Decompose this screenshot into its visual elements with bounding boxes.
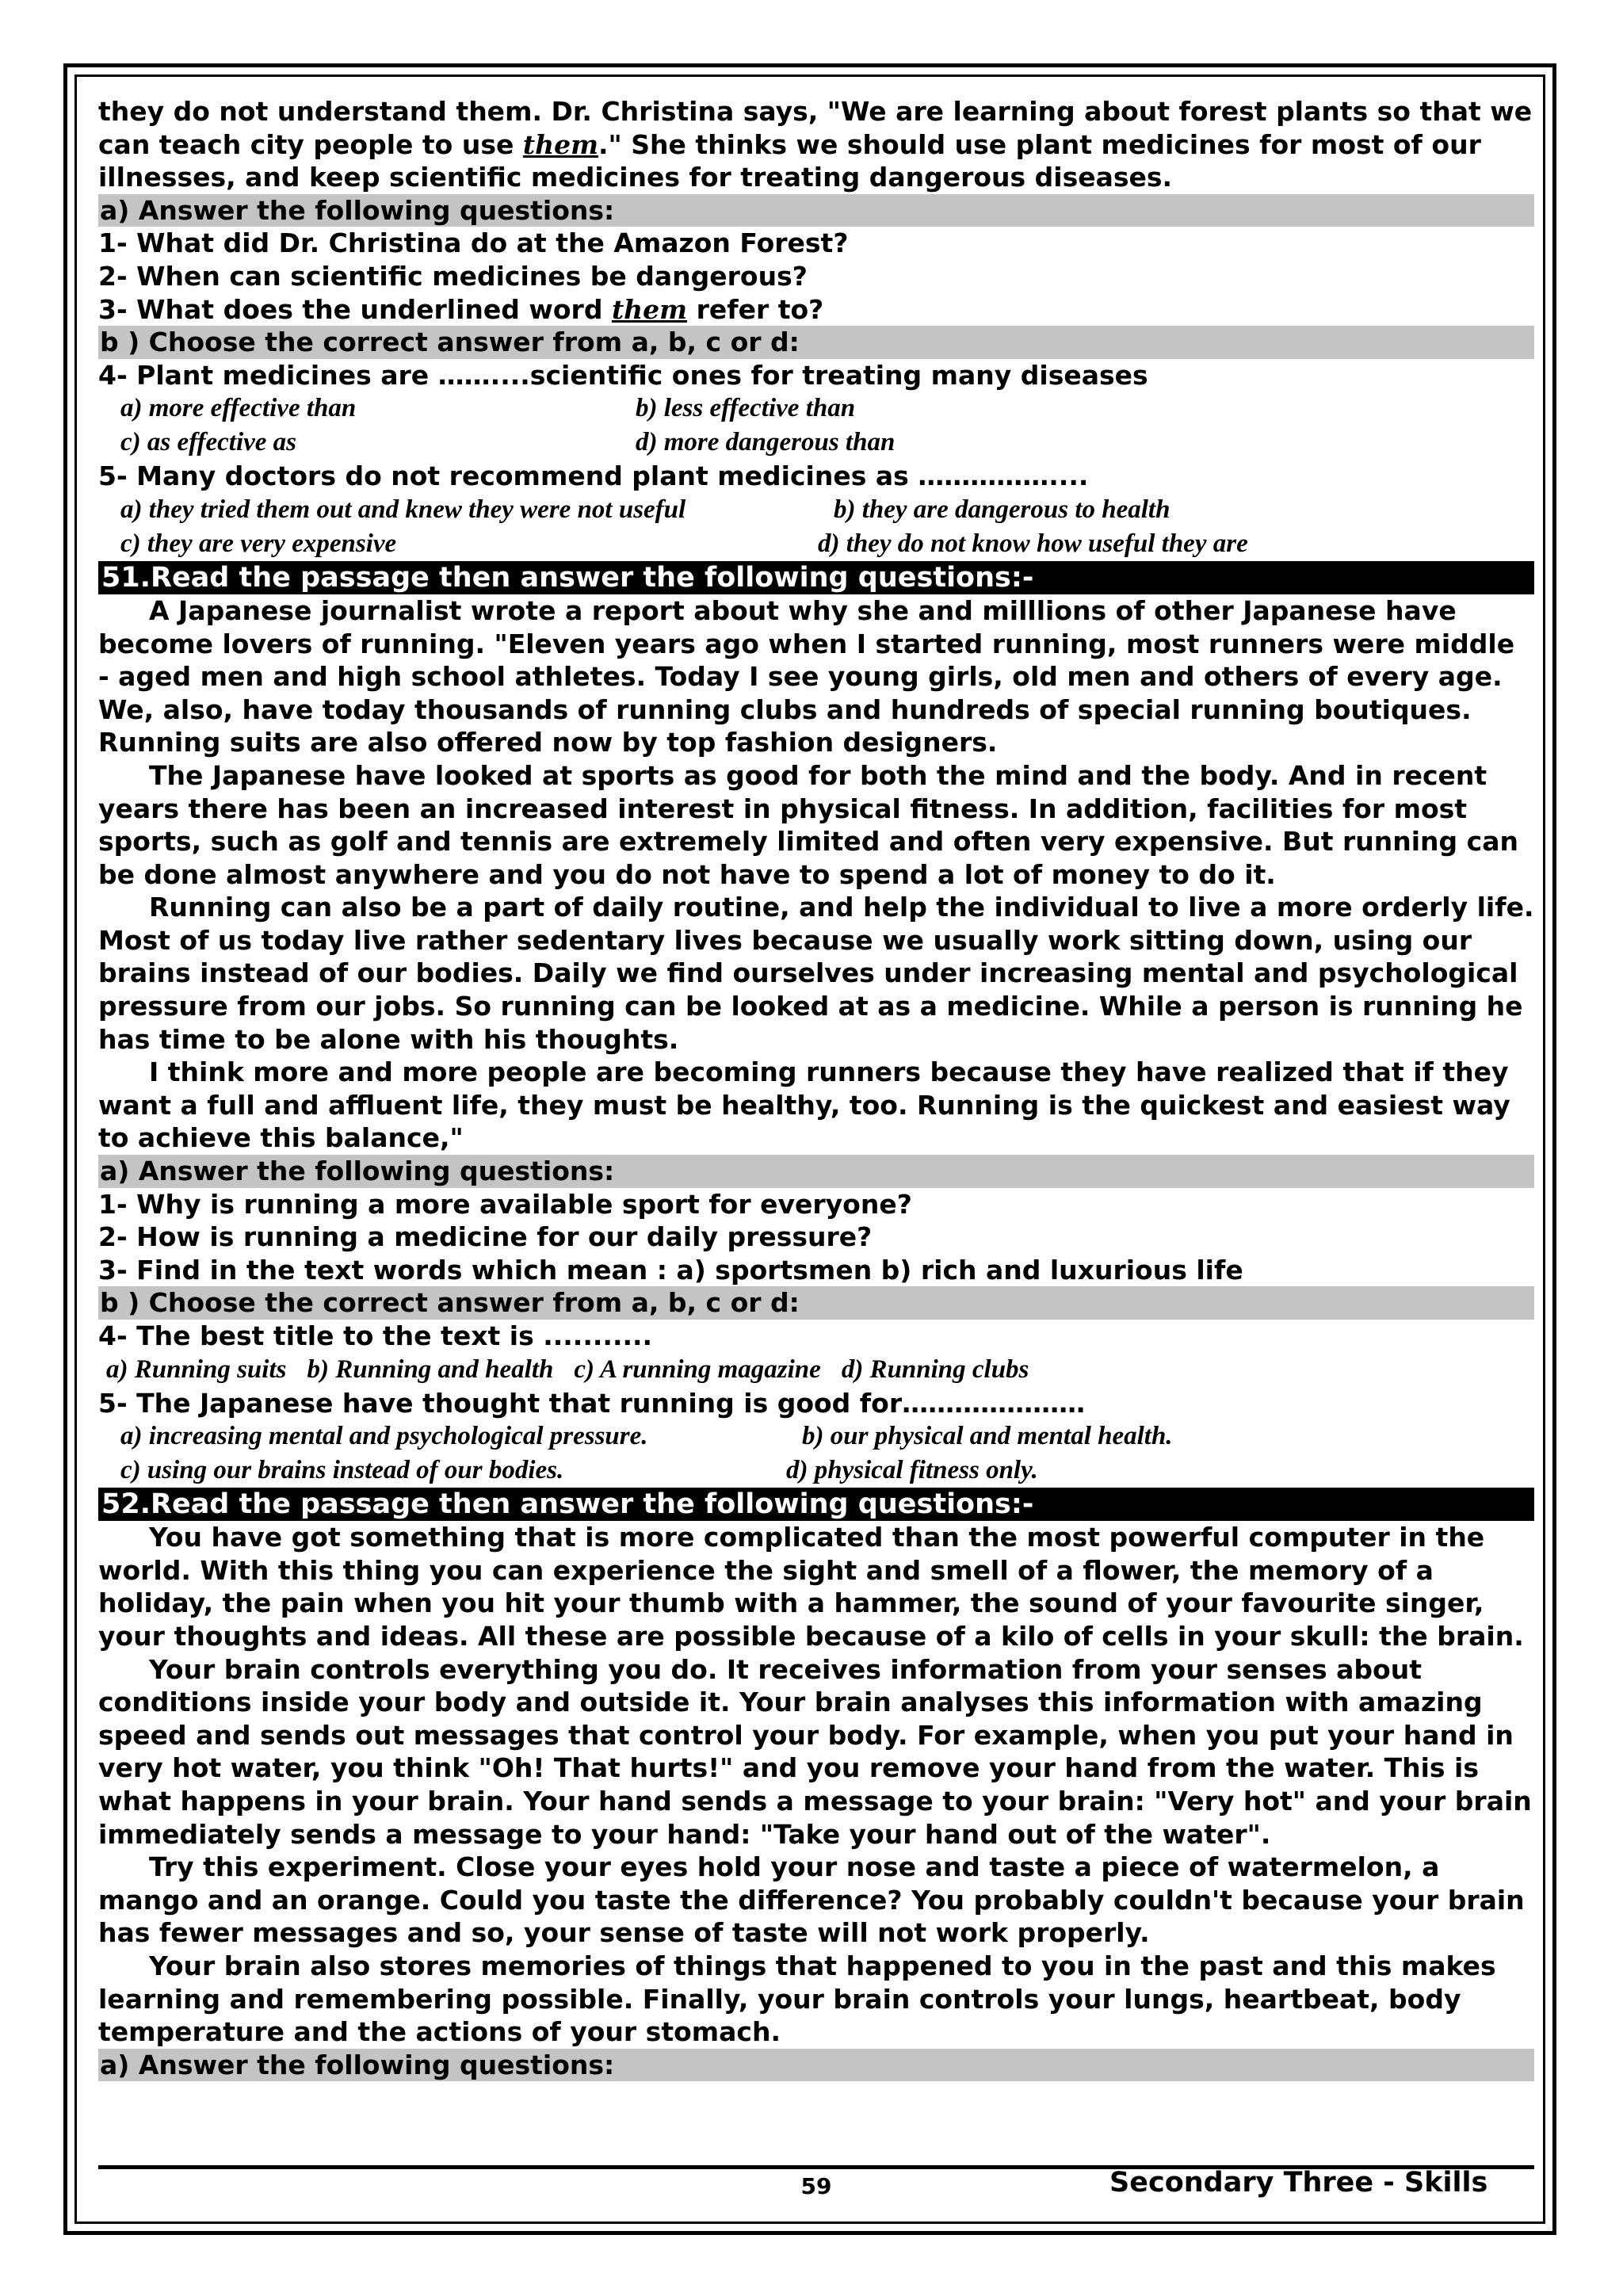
q50-choose-heading — [98, 326, 1534, 359]
q50-q4-option-c: c) as effective as — [120, 428, 297, 457]
q50-q5-options-row-2 — [98, 527, 1534, 561]
s51-q4-option-c: c) A running magazine — [574, 1354, 821, 1384]
s51-question-2: 2- How is running a medicine for our daily pressure? — [98, 1221, 873, 1253]
q50-question-3-underlined: them — [611, 293, 688, 325]
s51-question-5: 5- The Japanese have thought that running is good for………………… — [98, 1387, 1086, 1419]
passage-50-line-3: illnesses, and keep scientific medicines for treating dangerous diseases. — [98, 162, 1173, 193]
s51-q5-option-b: b) our physical and mental health. — [802, 1422, 1173, 1451]
q50-question-2: 2- When can scientific medicines be dangerous? — [98, 260, 808, 292]
q50-question-5: 5- Many doctors do not recommend plant medicines as …………….... — [98, 460, 1089, 492]
q50-q5-option-a: a) they tried them out and knew they were not useful — [120, 495, 686, 524]
s52-paragraph-2: Your brain controls everything you do. It receives information from your senses about conditions inside your body and outside it. Your brain analyses this information with amazing speed and sends out messages that control your body. For example, when you put your hand in very hot water, you think "Oh! That hurts!" and you remove your hand from the water. This is what happens in your brain. Your hand sends a message to your brain: "Very hot" and your brain immediately sends a message to your hand: "Take your hand out of the water". — [98, 1653, 1532, 1850]
s51-answer-heading-text: a) Answer the following questions: — [100, 1156, 615, 1187]
s51-question-3: 3- Find in the text words which mean : a) sportsmen b) rich and luxurious life — [98, 1254, 1243, 1286]
passage-50-line-1: they do not understand them. Dr. Christina says, "We are learning about forest plants so that we — [98, 96, 1533, 127]
s51-q4-option-d: d) Running clubs — [841, 1354, 1029, 1384]
q50-choose-heading-text: b ) Choose the correct answer from a, b, c or d: — [100, 327, 800, 358]
page-number: 59 — [800, 2173, 832, 2199]
q50-answer-heading-text: a) Answer the following questions: — [100, 194, 615, 226]
s51-q4-options — [98, 1353, 1534, 1387]
s51-choose-heading-text: b ) Choose the correct answer from a, b, c or d: — [100, 1287, 800, 1319]
s52-answer-heading — [98, 2049, 1534, 2082]
q50-q5-option-d: d) they do not know how useful they are — [818, 529, 1248, 558]
s51-q5-option-c: c) using our brains instead of our bodies. — [120, 1456, 564, 1485]
page-content — [98, 95, 1534, 2081]
q50-q5-options-row-1 — [98, 493, 1534, 527]
passage-50-line-2-post: ." She thinks we should use plant medicines for most of our — [598, 128, 1481, 160]
q50-q4-option-a: a) more effective than — [120, 394, 357, 423]
passage-50-line-2-pre: can teach city people to use — [98, 128, 523, 160]
q50-question-3-pre: 3- What does the underlined word — [98, 293, 612, 325]
q50-question-4: 4- Plant medicines are ……....scientific ones for treating many diseases — [98, 359, 1148, 391]
s51-q5-options-row-1 — [98, 1419, 1534, 1454]
s51-q5-option-a: a) increasing mental and psychological pressure. — [120, 1422, 648, 1451]
s52-paragraph-3: Try this experiment. Close your eyes hold your nose and taste a piece of watermelon, a mango and an orange. Could you taste the difference? You probably couldn't because your brain has fewer messages and so, your sense of taste will not work properly. — [98, 1851, 1525, 1949]
section-52-heading: 52.Read the passage then answer the following questions:- — [98, 1488, 1534, 1521]
s52-answer-heading-text: a) Answer the following questions: — [100, 2049, 615, 2080]
s51-paragraph-1: A Japanese journalist wrote a report about why she and milllions of other Japanese have become lovers of running. "Eleven years ago when I started running, most runners were middle - aged men and high school athletes. Today I see young girls, old men and others of every age. We, also, have today thousands of running clubs and hundreds of special running boutiques. Running suits are also offered now by top fashion designers. — [98, 594, 1515, 758]
q50-question-1: 1- What did Dr. Christina do at the Amazon Forest? — [98, 227, 849, 259]
s52-paragraph-4: Your brain also stores memories of things that happened to you in the past and this makes learning and remembering possible. Finally, your brain controls your lungs, heartbeat, body temperature and the actions of your stomach. — [98, 1950, 1496, 2048]
s51-question-1: 1- Why is running a more available sport for everyone? — [98, 1188, 912, 1220]
s51-q5-option-d: d) physical fitness only. — [786, 1456, 1038, 1485]
section-51-heading: 51.Read the passage then answer the following questions:- — [98, 561, 1534, 594]
s52-paragraph-1: You have got something that is more complicated than the most powerful computer in the world. With this thing you can experience the sight and smell of a flower, the memory of a holiday, the pain when you hit your thumb with a hammer, the sound of your favourite singer, your thoughts and ideas. All these are possible because of a kilo of cells in your skull: the brain. — [98, 1522, 1524, 1652]
passage-50-line-2 — [98, 128, 1534, 162]
q50-q4-option-b: b) less effective than — [636, 394, 856, 423]
s51-answer-heading — [98, 1155, 1534, 1188]
q50-q4-options-row-1 — [98, 392, 1534, 426]
s51-paragraph-4: I think more and more people are becoming runners because they have realized that if they want a full and affluent life, they must be healthy, too. Running is the quickest and easiest way to achieve this balance," — [98, 1056, 1510, 1154]
s51-q4-option-a: a) Running suits — [106, 1354, 287, 1384]
q50-q5-option-c: c) they are very expensive — [120, 529, 397, 558]
footer-title: Secondary Three - Skills — [1109, 2167, 1488, 2199]
q50-answer-heading — [98, 194, 1534, 227]
s51-q5-options-row-2 — [98, 1454, 1534, 1488]
q50-q4-option-d: d) more dangerous than — [636, 428, 896, 457]
q50-question-3-post: refer to? — [687, 293, 824, 325]
s51-choose-heading — [98, 1286, 1534, 1320]
s51-paragraph-3: Running can also be a part of daily routine, and help the individual to live a more orderly life. Most of us today live rather sedentary lives because we usually work sitting down, using our brains instead of our bodies. Daily we find ourselves under increasing mental and psychological pressure from our jobs. So running can be looked at as a medicine. While a person is running he has time to be alone with his thoughts. — [98, 892, 1534, 1055]
q50-q4-options-row-2 — [98, 426, 1534, 460]
q50-q5-option-b: b) they are dangerous to health — [834, 495, 1170, 524]
q50-question-3 — [98, 293, 1534, 327]
underlined-word-them: them — [522, 128, 599, 160]
s51-paragraph-2: The Japanese have looked at sports as good for both the mind and the body. And in recent years there has been an increased interest in physical fitness. In addition, facilities for most sports, such as golf and tennis are extremely limited and often very expensive. But running can be done almost anywhere and you do not have to spend a lot of money to do it. — [98, 759, 1518, 890]
s51-question-4: 4- The best title to the text is ........... — [98, 1320, 653, 1351]
s51-q4-option-b: b) Running and health — [307, 1354, 554, 1384]
